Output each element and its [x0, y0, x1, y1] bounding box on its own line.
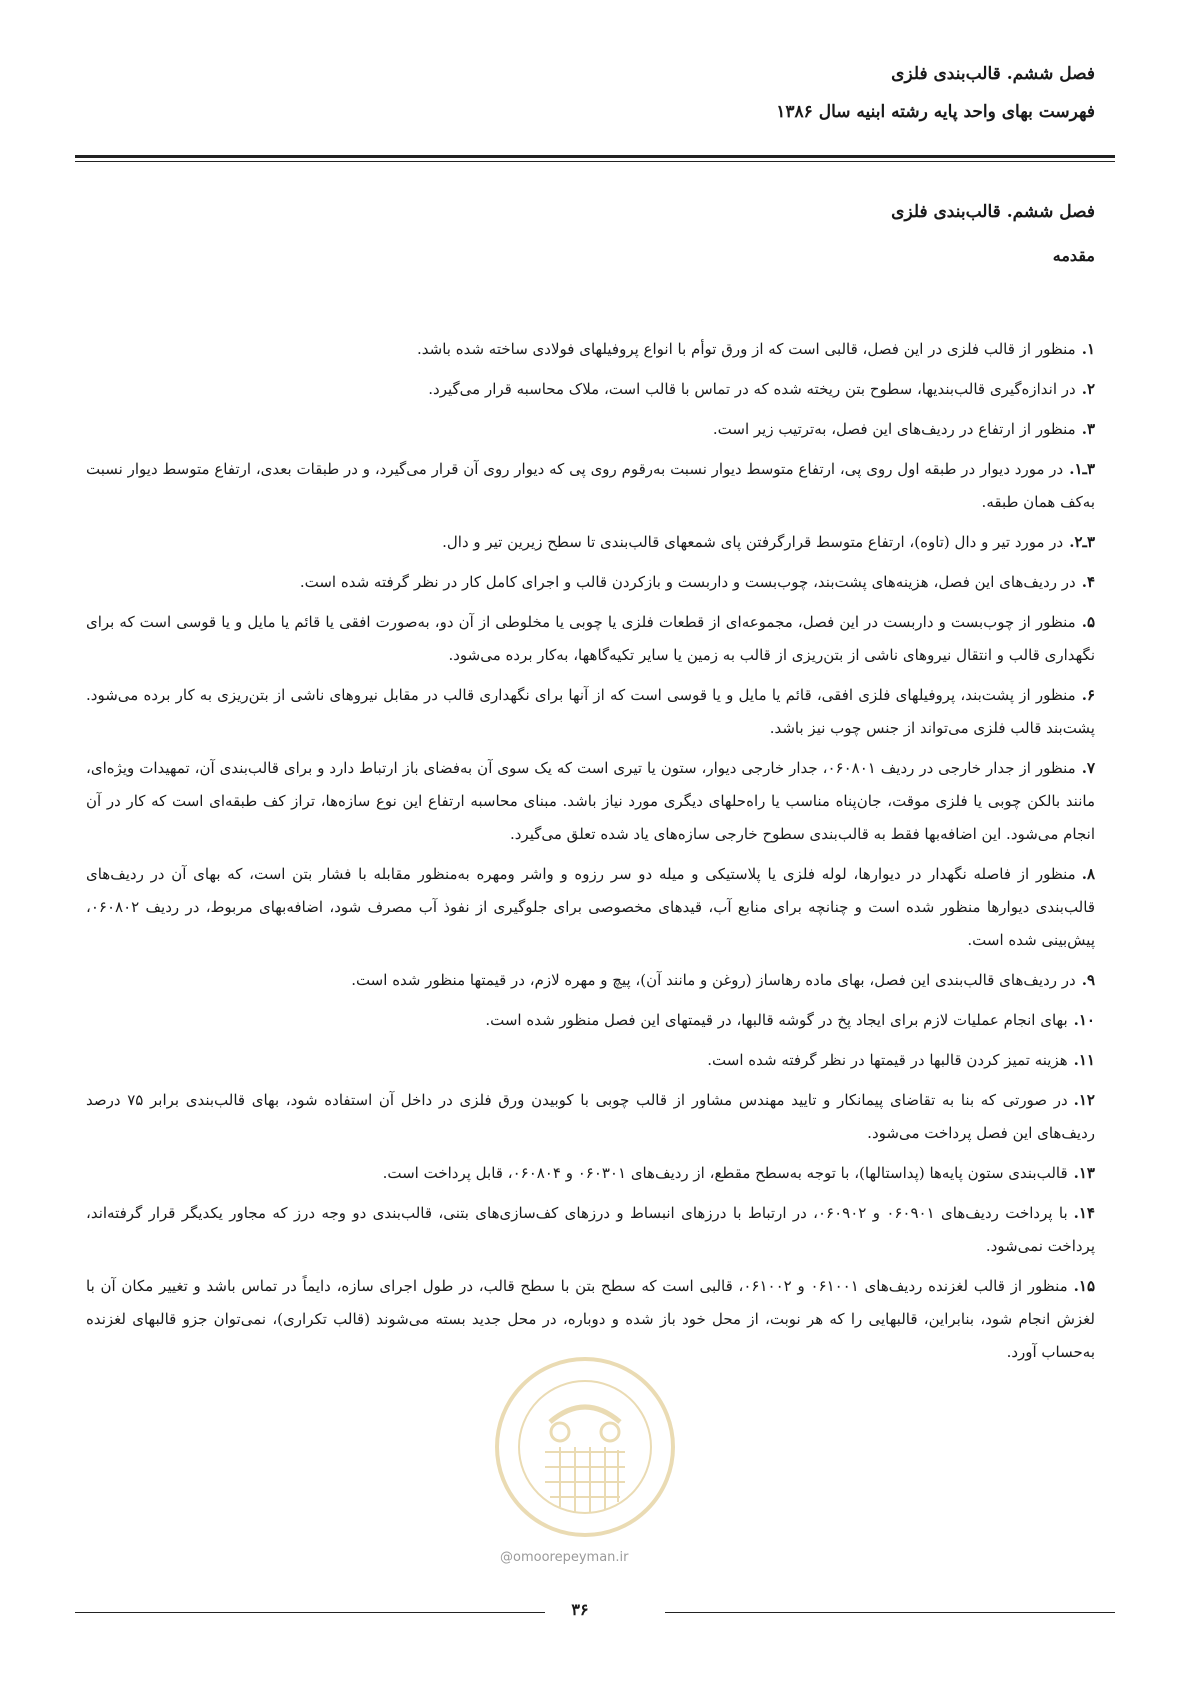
paragraph	[86, 1197, 1095, 1263]
body-text	[86, 333, 1095, 1416]
header-book-title: فهرست بهای واحد پایه رشته ابنیه سال ۱۳۸۶	[776, 102, 1095, 122]
paragraph-number: ۱۳.	[1073, 1164, 1095, 1182]
paragraph	[86, 606, 1095, 672]
watermark-emblem-icon	[490, 1352, 680, 1542]
paragraph	[86, 413, 1095, 446]
paragraph	[86, 566, 1095, 599]
footer-rule-right	[665, 1612, 1115, 1613]
chapter-title: فصل ششم. قالب‌بندی فلزی	[891, 202, 1095, 222]
paragraph	[86, 1084, 1095, 1150]
paragraph-text: منظور از قالب فلزی در این فصل، قالبی است که از ورق توأم با انواع پروفیلهای فولادی ساخته شده باشد.	[417, 340, 1076, 358]
paragraph-text: منظور از جدار خارجی در ردیف ۰۶۰۸۰۱، جدار خارجی دیوار، ستون یا تیری است که یک سوی آن به‌فضای باز ارتباط دارد و برای قالب‌بندی آن، تمهیدات ویژه‌ای، مانند بالکن چوبی یا فلزی موقت، جان‌پناه مناسب یا راه‌حلهای دیگری مورد نیاز باشد. مبنای محاسبه ارتفاع این نوع سازه‌ها، تراز کف طبقه‌ای است که کار در آن انجام می‌شود. این اضافه‌بها فقط به قالب‌بندی سطوح خارجی سازه‌های یاد شده تعلق می‌گیرد.	[86, 759, 1095, 843]
paragraph-number: ۵.	[1081, 613, 1096, 631]
paragraph	[86, 679, 1095, 745]
paragraph-text: منظور از پشت‌بند، پروفیلهای فلزی افقی، قائم یا مایل و یا قوسی است که از آنها برای نگهداری قالب در مقابل نیروهای ناشی از بتن‌ریزی به کار برده می‌شود. پشت‌بند قالب فلزی می‌تواند از جنس چوب نیز باشد.	[86, 686, 1095, 737]
paragraph-number: ۲.	[1081, 380, 1095, 398]
paragraph-number: ۳ـ۱.	[1069, 460, 1095, 478]
paragraph-text: در صورتی که بنا به تقاضای پیمانکار و تایید مهندس مشاور از قالب چوبی با کوبیدن ورق فلزی در داخل آن استفاده شود، بهای قالب‌بندی برابر ۷۵ درصد ردیف‌های این فصل پرداخت می‌شود.	[86, 1091, 1095, 1142]
paragraph	[86, 1004, 1095, 1037]
paragraph-number: ۱۴.	[1073, 1204, 1095, 1222]
paragraph-text: منظور از چوب‌بست و داربست در این فصل، مجموعه‌ای از قطعات فلزی یا چوبی یا مخلوطی از آن دو، به‌صورت افقی یا قائم یا مایل و یا قوسی است که برای نگهداری قالب و انتقال نیروهای ناشی از بتن‌ریزی از قالب به زمین یا سایر تکیه‌گاهها، به‌کار برده می‌شود.	[86, 613, 1095, 664]
paragraph-number: ۷.	[1081, 759, 1095, 777]
header-rule-thin	[75, 161, 1115, 162]
paragraph-number: ۳ـ۲.	[1069, 533, 1095, 551]
paragraph-number: ۹.	[1081, 971, 1095, 989]
paragraph	[86, 858, 1095, 957]
paragraph-number: ۸.	[1081, 865, 1095, 883]
paragraph-number: ۱۲.	[1073, 1091, 1095, 1109]
page-number: ۳۶	[571, 1600, 589, 1619]
paragraph-number: ۱.	[1081, 340, 1095, 358]
paragraph-text: قالب‌بندی ستون پایه‌ها (پداستالها)، با توجه به‌سطح مقطع، از ردیف‌های ۰۶۰۳۰۱ و ۰۶۰۸۰۴، قابل پرداخت است.	[382, 1164, 1068, 1182]
paragraph-number: ۱۵.	[1073, 1277, 1096, 1295]
section-title: مقدمه	[1052, 246, 1095, 265]
paragraph-text: منظور از ارتفاع در ردیف‌های این فصل، به‌ترتیب زیر است.	[712, 420, 1076, 438]
paragraph	[86, 964, 1095, 997]
paragraph	[86, 526, 1095, 559]
paragraph-number: ۱۱.	[1073, 1051, 1095, 1069]
paragraph-text: با پرداخت ردیف‌های ۰۶۰۹۰۱ و ۰۶۰۹۰۲، در ارتباط با درزهای انبساط و درزهای کف‌سازی‌های بتنی، قالب‌بندی دو وجه درز که مجاور یکدیگر قرار گرفته‌اند، پرداخت نمی‌شود.	[86, 1204, 1095, 1255]
paragraph-text: منظور از فاصله نگهدار در دیوارها، لوله فلزی یا پلاستیکی و میله دو سر رزوه و واشر ومهره به‌منظور مقابله با فشار بتن است، که بهای آن در ردیف‌های قالب‌بندی دیوارها منظور شده است و چنانچه برای منابع آب، قیدهای مخصوصی برای جلوگیری از نفوذ آب مصرف شود، اضافه‌بهای مربوط، در ردیف ۰۶۰۸۰۲، پیش‌بینی شده است.	[86, 865, 1095, 949]
paragraph-text: در مورد تیر و دال (تاوه)، ارتفاع متوسط قرارگرفتن پای شمعهای قالب‌بندی تا سطح زیرین تیر و دال.	[442, 533, 1064, 551]
paragraph-text: در مورد دیوار در طبقه اول روی پی، ارتفاع متوسط دیوار نسبت به‌رقوم روی پی که دیوار روی آن قرار می‌گیرد، و در طبقات بعدی، ارتفاع متوسط دیوار نسبت به‌کف همان طبقه.	[86, 460, 1095, 511]
paragraph	[86, 1157, 1095, 1190]
paragraph-text: بهای انجام عملیات لازم برای ایجاد پخ در گوشه قالبها، در قیمتهای این فصل منظور شده است.	[485, 1011, 1068, 1029]
paragraph-number: ۱۰.	[1073, 1011, 1095, 1029]
paragraph-number: ۴.	[1081, 573, 1095, 591]
page-footer	[75, 1600, 1115, 1624]
paragraph-number: ۶.	[1081, 686, 1095, 704]
paragraph-text: منظور از قالب لغزنده ردیف‌های ۰۶۱۰۰۱ و ۰۶۱۰۰۲، قالبی است که سطح بتن با سطح قالب، در طول اجرای سازه، دایماً در تماس باشد و تغییر مکان آن با لغزش انجام شود، بنابراین، قالبهایی را که هر نوبت، از محل خود باز شده و دوباره، در محل جدید بسته می‌شوند (قالب تکراری)، نمی‌توان جزو قالبهای لغزنده به‌حساب آورد.	[86, 1277, 1095, 1361]
header-chapter: فصل ششم. قالب‌بندی فلزی	[891, 64, 1095, 84]
paragraph	[86, 1044, 1095, 1077]
paragraph	[86, 453, 1095, 519]
paragraph-number: ۳.	[1081, 420, 1095, 438]
paragraph-text: در ردیف‌های قالب‌بندی این فصل، بهای ماده رهاساز (روغن و مانند آن)، پیچ و مهره لازم، در قیمتها منظور شده است.	[351, 971, 1076, 989]
paragraph-text: هزینه تمیز کردن قالبها در قیمتها در نظر گرفته شده است.	[707, 1051, 1068, 1069]
footer-rule-left	[75, 1612, 545, 1613]
running-header	[776, 62, 1095, 124]
header-rule-thick	[75, 155, 1115, 158]
paragraph-text: در ردیف‌های این فصل، هزینه‌های پشت‌بند، چوب‌بست و داربست و بازکردن قالب و اجرای کامل کار در نظر گرفته شده است.	[299, 573, 1076, 591]
paragraph-text: در اندازه‌گیری قالب‌بندیها، سطوح بتن ریخته شده که در تماس با قالب است، ملاک محاسبه قرار می‌گیرد.	[428, 380, 1076, 398]
paragraph	[86, 752, 1095, 851]
watermark-url: @omoorepeyman.ir	[500, 1550, 629, 1565]
paragraph	[86, 333, 1095, 366]
paragraph	[86, 373, 1095, 406]
